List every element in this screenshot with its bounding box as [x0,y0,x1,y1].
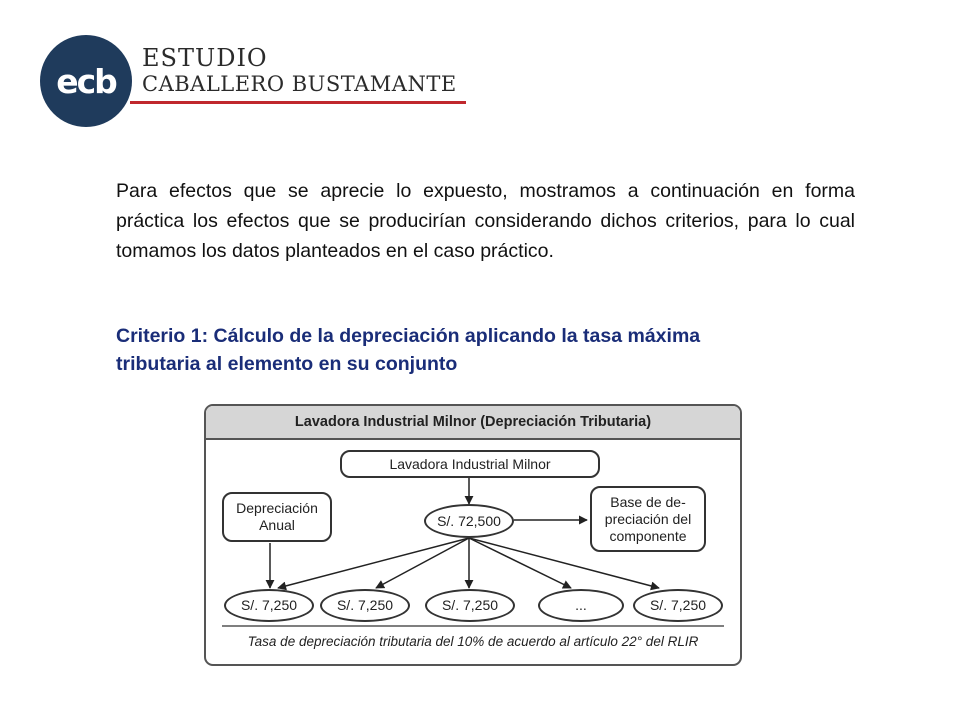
year-value-oval: S/. 7,250 [224,589,314,622]
intro-paragraph: Para efectos que se aprecie lo expuesto, mostramos a continuación en forma práctica los efectos que se producirían considerando dichos criterios, para lo cual tomamos los datos planteados en el caso práctico. [116,180,855,262]
logo-monogram: ecb [40,35,132,127]
machine-name-box: Lavadora Industrial Milnor [340,450,600,478]
logo-red-rule [130,101,466,104]
year-value-oval: S/. 7,250 [320,589,410,622]
criterio-heading: Criterio 1: Cálculo de la depreciación aplicando la tasa máxima tributaria al elemento en su conjunto [116,325,701,375]
depreciation-diagram [204,404,742,666]
diagram-title: Lavadora Industrial Milnor (Depreciación Tributaria) [206,406,740,440]
total-value-oval: S/. 72,500 [424,504,514,538]
arrow-center-to-year2 [376,538,469,588]
year-ellipsis-oval: ... [538,589,624,622]
year-value-oval: S/. 7,250 [425,589,515,622]
logo-text-name: CABALLERO BUSTAMANTE [142,72,457,96]
component-base-box: Base de de- preciación del componente [590,486,706,552]
annual-depreciation-box: Depreciación Anual [222,492,332,542]
arrow-center-to-year4 [469,538,571,588]
logo-text-estudio: ESTUDIO [142,44,268,72]
diagram-caption: Tasa de depreciación tributaria del 10% de acuerdo al artículo 22° del RLIR [247,634,699,649]
arrow-center-to-year1 [278,538,469,588]
year-value-oval: S/. 7,250 [633,589,723,622]
